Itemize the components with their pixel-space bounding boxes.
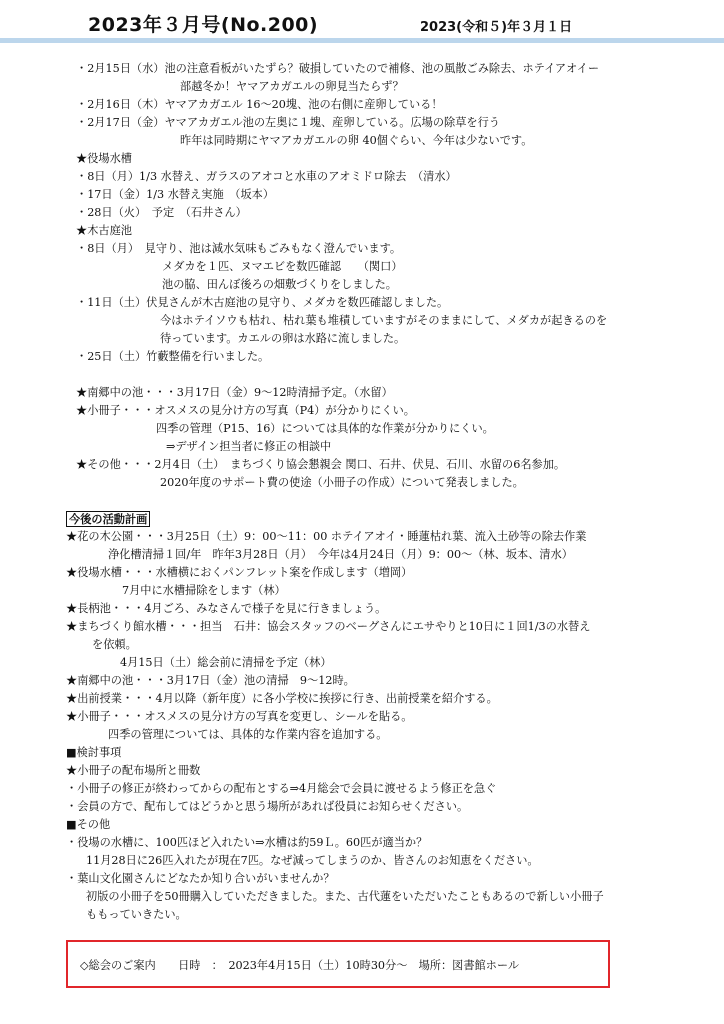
- text-line: 待っています。カエルの卵は水路に流しました。: [160, 332, 406, 345]
- meeting-notice-box: [66, 940, 610, 988]
- text-line: ★まちづくり館水槽・・・担当 石井：協会スタッフのベーグさんにエサやりと10日に１回1/3の水替え: [66, 620, 591, 633]
- text-line: ★長柄池・・・4月ごろ、みなさんで様子を見に行きましょう。: [66, 602, 387, 615]
- text-line: ★南郷中の池・・・3月17日（金）9～12時清掃予定。（水留）: [76, 386, 393, 399]
- text-line: ・2月17日（金）ヤマアカガエル池の左奥に１塊、産卵している。広場の除草を行う: [76, 116, 500, 129]
- meeting-notice-text: ◇総会のご案内 日時 ： 2023年4月15日（土）10時30分～ 場所：図書館ホール: [80, 959, 520, 972]
- text-line: ・2月16日（木）ヤマアカガエル 16～20塊、池の右側に産卵している！: [76, 98, 443, 111]
- text-line: ・2月15日（水）池の注意看板がいたずら？破損していたので補修、池の風散ごみ除去、ホテイアオイー: [76, 62, 600, 75]
- text-line: ★南郷中の池・・・3月17日（金）池の清掃 9～12時。: [66, 674, 355, 687]
- text-line: 四季の管理（P15、16）については具体的な作業が分かりにくい。: [156, 422, 494, 435]
- issue-date: 2023(令和５)年３月１日: [420, 20, 573, 35]
- text-line: 今はホテイソウも枯れ、枯れ葉も堆積していますがそのままにして、メダカが起きるのを: [160, 314, 608, 327]
- section-heading: ★木古庭池: [76, 224, 132, 237]
- section-heading: ★役場水槽: [76, 152, 132, 165]
- text-line: ★小冊子・・・オスメスの見分け方の写真（P4）が分かりにくい。: [76, 404, 415, 417]
- text-line: 4月15日（土）総会前に清掃を予定（林）: [120, 656, 332, 669]
- text-line: 2020年度のサポート費の使途（小冊子の作成）について発表しました。: [160, 476, 524, 489]
- text-line: ★出前授業・・・4月以降（新年度）に各小学校に挨拶に行き、出前授業を紹介する。: [66, 692, 498, 705]
- text-line: 浄化槽清掃１回/年 昨年3月28日（月） 今年は4月24日（月）9：00～（林、坂本、清水）: [108, 548, 573, 561]
- text-line: 四季の管理については、具体的な作業内容を追加する。: [108, 728, 388, 741]
- section-heading: ■その他: [66, 818, 111, 831]
- text-line: ・17日（金）1/3 水替え実施 （坂本）: [76, 188, 275, 201]
- plan-heading-wrap: [66, 511, 150, 528]
- plan-heading: 今後の活動計画: [66, 511, 150, 527]
- section-heading: ★小冊子の配布場所と冊数: [66, 764, 201, 777]
- text-line: 11月28日に26匹入れたが現在7匹。なぜ減ってしまうのか、皆さんのお知恵をください。: [86, 854, 539, 867]
- text-line: ・葉山文化園さんにどなたか知り合いがいませんか？: [66, 872, 335, 885]
- text-line: ・会員の方で、配布してはどうかと思う場所があれば役員にお知らせください。: [66, 800, 469, 813]
- text-line: ・28日（火） 予定 （石井さん）: [76, 206, 247, 219]
- newsletter-title: 2023年３月号(No.200): [88, 14, 319, 36]
- text-line: ももっていきたい。: [86, 908, 187, 921]
- text-line: ・8日（月） 見守り、池は減水気味もごみもなく澄んでいます。: [76, 242, 402, 255]
- text-line: 部越冬か！ヤマアカガエルの卵見当たらず？: [180, 80, 404, 93]
- section-heading: ■検討事項: [66, 746, 122, 759]
- text-line: ・小冊子の修正が終わってからの配布とする⇒4月総会で会員に渡せるよう修正を急ぐ: [66, 782, 497, 795]
- text-line: 池の脇、田んぼ後ろの畑敷づくりをしました。: [162, 278, 397, 291]
- text-line: ★小冊子・・・オスメスの見分け方の写真を変更し、シールを貼る。: [66, 710, 413, 723]
- text-line: ・11日（土）伏見さんが木古庭池の見守り、メダカを数匹確認しました。: [76, 296, 449, 309]
- text-line: ・25日（土）竹藪整備を行いました。: [76, 350, 270, 363]
- text-line: メダカを１匹、ヌマエビを数匹確認 （関口）: [162, 260, 403, 273]
- text-line: 昨年は同時期にヤマアカガエルの卵 40個ぐらい、今年は少ないです。: [180, 134, 533, 147]
- text-line: ・役場の水槽に、100匹ほど入れたい⇒水槽は約59Ｌ。60匹が適当か？: [66, 836, 428, 849]
- text-line: ・8日（月）1/3 水替え、ガラスのアオコと水車のアオミドロ除去 （清水）: [76, 170, 457, 183]
- text-line: ★役場水槽・・・水槽横におくパンフレット案を作成します（増岡）: [66, 566, 413, 579]
- text-line: を依頼。: [92, 638, 137, 651]
- text-line: ★その他・・・2月4日（土） まちづくり協会懇親会 関口、石井、伏見、石川、水留の6名参加。: [76, 458, 566, 471]
- text-line: 7月中に水槽掃除をします（林）: [122, 584, 286, 597]
- text-line: ⇒デザイン担当者に修正の相談中: [166, 440, 332, 453]
- text-line: ★花の木公園・・・3月25日（土）9：00～11：00 ホテイアオイ・睡蓮枯れ葉、流入土砂等の除去作業: [66, 530, 587, 543]
- text-line: 初版の小冊子を50冊購入していただきました。また、古代蓮をいただいたこともあるので新しい小冊子: [86, 890, 604, 903]
